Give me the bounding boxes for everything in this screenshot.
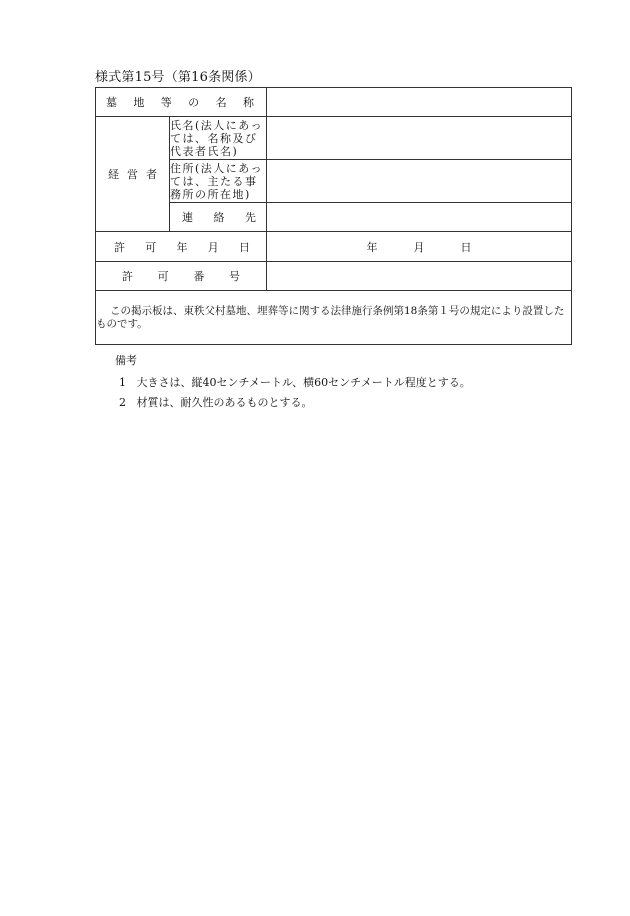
row-permit-date: [96, 232, 572, 262]
remarks-heading: 備考: [115, 354, 137, 367]
row-manager-name: [96, 117, 572, 160]
signboard-form-table: [95, 87, 572, 345]
manager-address-label: 住所(法人にあっては、主たる事務所の所在地): [170, 160, 267, 203]
remarks-item-text: 材質は、耐久性のあるものとする。: [136, 396, 313, 409]
permit-date-label: 許 可 年 月 日: [96, 232, 267, 262]
day-label: 日: [460, 240, 472, 254]
row-permit-number: [96, 262, 572, 291]
year-label: 年: [366, 240, 378, 254]
remarks-item-number: 1: [119, 376, 126, 389]
notice-text: この掲示板は、東秩父村墓地、埋葬等に関する法律施行条例第18条第１号の規定により設置したものです。: [96, 291, 572, 345]
row-facility-name: [96, 88, 572, 117]
remarks-item: [119, 394, 471, 410]
contact-label: 連 絡 先: [170, 203, 267, 232]
manager-name-value[interactable]: [267, 117, 572, 160]
remarks: [115, 352, 471, 414]
facility-name-label: 墓 地 等 の 名 称: [96, 88, 267, 117]
remarks-item: [119, 374, 471, 390]
manager-address-value[interactable]: [267, 160, 572, 203]
contact-value[interactable]: [267, 203, 572, 232]
facility-name-value[interactable]: [267, 88, 572, 117]
permit-number-label: 許 可 番 号: [96, 262, 267, 291]
manager-name-label: 氏名(法人にあっては、名称及び代表者氏名): [170, 117, 267, 160]
row-notice: [96, 291, 572, 345]
manager-label: 経 営 者: [96, 117, 170, 232]
permit-number-value[interactable]: [267, 262, 572, 291]
form-title: 様式第15号（第16条関係）: [95, 70, 261, 85]
remarks-item-number: 2: [119, 396, 126, 409]
permit-date-value[interactable]: [267, 232, 572, 262]
remarks-item-text: 大きさは、縦40センチメートル、横60センチメートル程度とする。: [136, 376, 471, 389]
month-label: 月: [413, 240, 425, 254]
